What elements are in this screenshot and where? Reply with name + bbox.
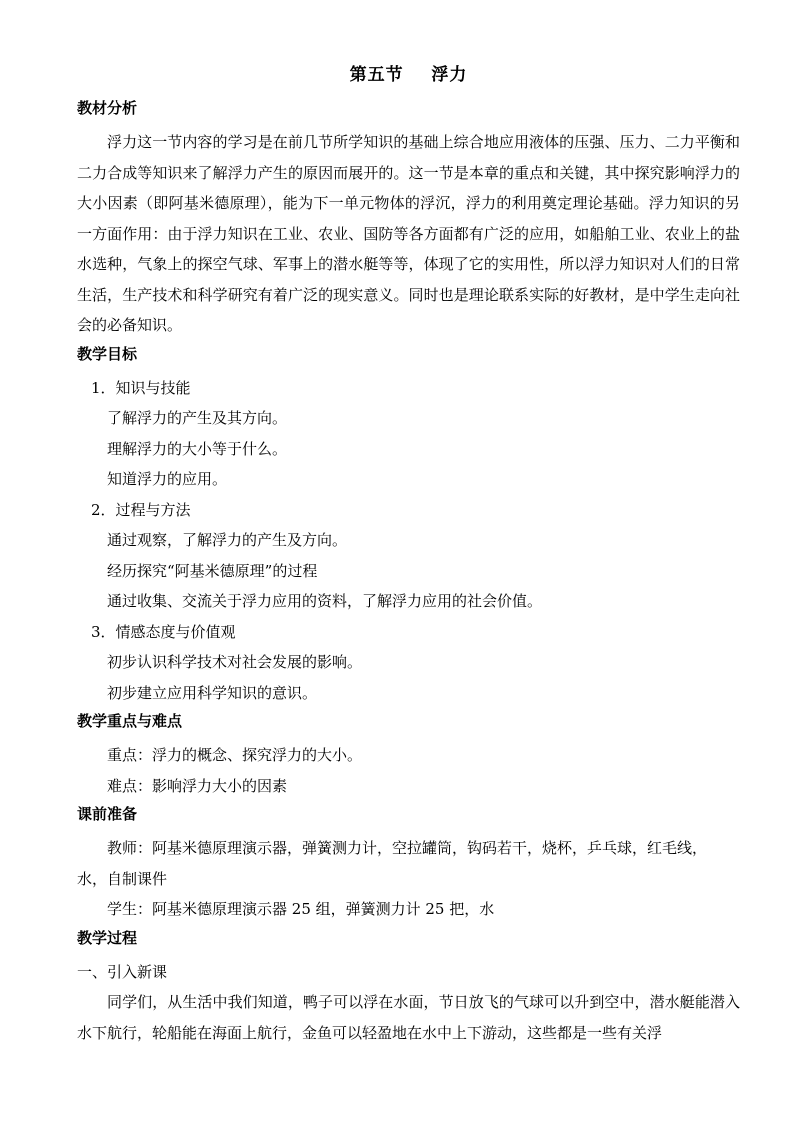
section-heading-analysis: 教材分析: [77, 99, 138, 117]
goal-item-1-title: 1．知识与技能: [91, 378, 191, 397]
goal-item-2-line: 通过观察，了解浮力的产生及方向。: [107, 531, 348, 549]
prep-teacher-line: 教师：阿基米德原理演示器，弹簧测力计，空拉罐筒，钩码若干，烧杯，乒乓球，红毛线，: [107, 839, 708, 857]
goal-item-2-line: 经历探究“阿基米德原理”的过程: [107, 561, 318, 580]
goal-item-3-title: 3．情感态度与价值观: [91, 622, 236, 641]
goal-item-3-line: 初步建立应用科学知识的意识。: [107, 683, 318, 702]
keypoint-line: 难点：影响浮力大小的因素: [107, 776, 288, 795]
goal-item-2-title: 2．过程与方法: [91, 500, 191, 519]
section-heading-process: 教学过程: [77, 928, 138, 947]
page-title: 第五节 浮力: [349, 65, 468, 85]
goal-item-1-line: 理解浮力的大小等于什么。: [107, 439, 288, 458]
keypoint-line: 重点：浮力的概念、探究浮力的大小。: [107, 746, 363, 764]
section-heading-keypoints: 教学重点与难点: [77, 712, 183, 730]
section-heading-goals: 教学目标: [77, 344, 138, 363]
process-paragraph: 同学们，从生活中我们知道，鸭子可以浮在水面，节日放飞的气球可以升到空中，潜水艇能潜入水下航行，轮船能在海面上航行，金鱼可以轻盈地在水中上下游动，这些都是一些有关浮: [77, 993, 740, 1042]
process-subheading: 一、引入新课: [77, 962, 168, 981]
prep-teacher-continued: 水，自制课件: [77, 869, 168, 888]
analysis-paragraph: 浮力这一节内容的学习是在前几节所学知识的基础上综合地应用液体的压强、压力、二力平衡和二力合成等知识来了解浮力产生的原因而展开的。这一节是本章的重点和关键，其中探究影响浮力的大小因素（即阿基米德原理），能为下一单元物体的浮沉，浮力的利用奠定理论基础。浮力知识的另一方面作用：由于浮力知识在工业、农业、国防等各方面都有广泛的应用，如船舶工业、农业上的盐水选种，气象上的探空气球、军事上的潜水艇等等，体现了它的实用性，所以浮力知识对人们的日常生活，生产技术和科学研究有着广泛的现实意义。同时也是理论联系实际的好教材，是中学生走向社会的必备知识。: [77, 133, 740, 334]
goal-item-1-line: 知道浮力的应用。: [107, 470, 228, 488]
goal-item-2-line: 通过收集、交流关于浮力应用的资料，了解浮力应用的社会价值。: [107, 592, 543, 610]
section-heading-prep: 课前准备: [77, 805, 138, 823]
prep-student-line: 学生：阿基米德原理演示器 25 组，弹簧测力计 25 把，水: [107, 900, 495, 918]
document-page: [77, 64, 740, 1048]
goal-item-1-line: 了解浮力的产生及其方向。: [107, 409, 288, 427]
goal-item-3-line: 初步认识科学技术对社会发展的影响。: [107, 653, 363, 671]
